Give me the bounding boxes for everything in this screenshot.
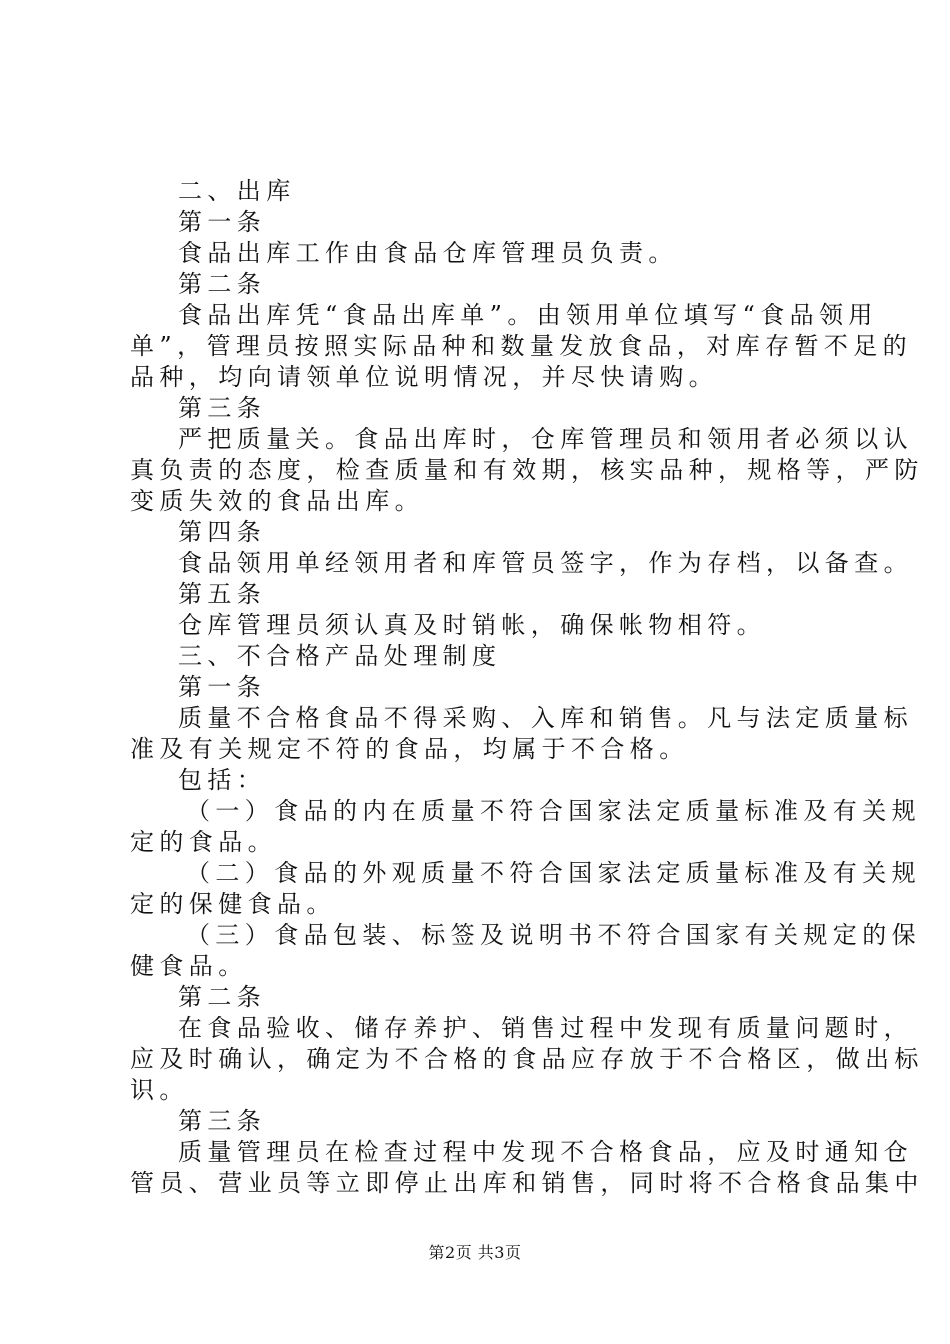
text-line: 三、不合格产品处理制度 bbox=[178, 642, 502, 670]
text-line: 变质失效的食品出库。 bbox=[130, 487, 424, 515]
text-line: 健食品。 bbox=[130, 952, 248, 980]
text-line: 食品出库工作由食品仓库管理员负责。 bbox=[178, 239, 678, 267]
text-line: 应及时确认，确定为不合格的食品应存放于不合格区，做出标 bbox=[130, 1045, 924, 1073]
text-line: 包括： bbox=[178, 766, 267, 794]
text-line: 第三条 bbox=[178, 1107, 267, 1135]
text-line: 食品出库凭“食品出库单”。由领用单位填写“食品领用 bbox=[178, 301, 878, 329]
text-line: 定的食品。 bbox=[130, 828, 277, 856]
text-line: 第三条 bbox=[178, 394, 267, 422]
text-line: 品种，均向请领单位说明情况，并尽快请购。 bbox=[130, 363, 718, 391]
text-line: 质量不合格食品不得采购、入库和销售。凡与法定质量标 bbox=[178, 704, 913, 732]
text-line: 第二条 bbox=[178, 270, 267, 298]
text-line: 准及有关规定不符的食品，均属于不合格。 bbox=[130, 735, 689, 763]
text-line: 管员、营业员等立即停止出库和销售，同时将不合格食品集中 bbox=[130, 1169, 924, 1197]
text-line: 食品领用单经领用者和库管员签字，作为存档，以备查。 bbox=[178, 549, 913, 577]
page-number-footer: 第2页 共3页 bbox=[428, 1243, 522, 1262]
text-line: 第四条 bbox=[178, 518, 267, 546]
text-line: 在食品验收、储存养护、销售过程中发现有质量问题时， bbox=[178, 1014, 913, 1042]
text-line: 第二条 bbox=[178, 983, 267, 1011]
text-line: 第五条 bbox=[178, 580, 267, 608]
text-line: 二、出库 bbox=[178, 177, 296, 205]
text-line: 严把质量关。食品出库时，仓库管理员和领用者必须以认 bbox=[178, 425, 913, 453]
text-line: 定的保健食品。 bbox=[130, 890, 336, 918]
text-line: （一）食品的内在质量不符合国家法定质量标准及有关规 bbox=[186, 797, 921, 825]
text-line: 第一条 bbox=[178, 208, 267, 236]
text-line: 质量管理员在检查过程中发现不合格食品，应及时通知仓 bbox=[178, 1138, 913, 1166]
text-line: 单”，管理员按照实际品种和数量发放食品，对库存暂不足的 bbox=[130, 332, 913, 360]
text-line: 真负责的态度，检查质量和有效期，核实品种，规格等，严防 bbox=[130, 456, 924, 484]
text-line: 第一条 bbox=[178, 673, 267, 701]
text-line: 仓库管理员须认真及时销帐，确保帐物相符。 bbox=[178, 611, 766, 639]
text-line: （三）食品包装、标签及说明书不符合国家有关规定的保 bbox=[186, 921, 921, 949]
document-body bbox=[130, 176, 924, 1199]
text-line: （二）食品的外观质量不符合国家法定质量标准及有关规 bbox=[186, 859, 921, 887]
text-line: 识。 bbox=[130, 1076, 189, 1104]
